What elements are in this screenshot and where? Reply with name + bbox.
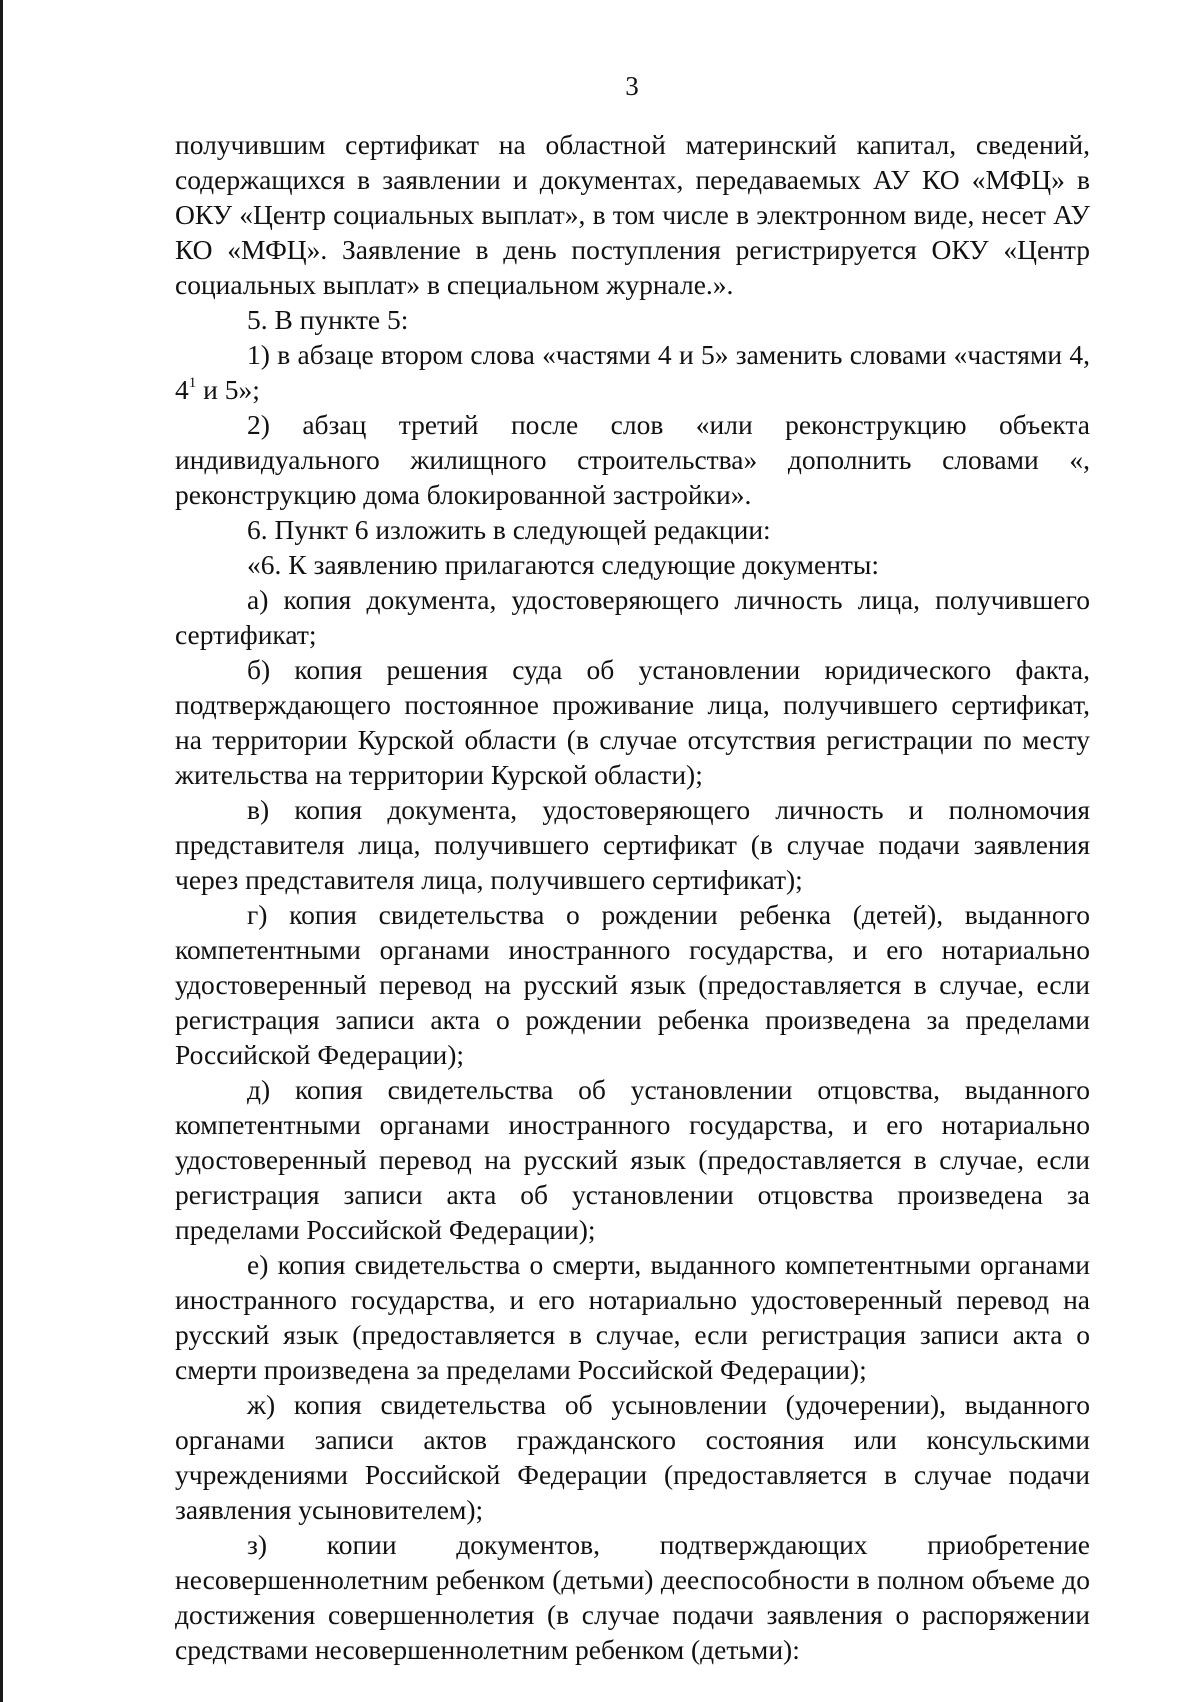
document-body (175, 127, 1090, 1667)
paragraph-list-a: а) копия документа, удостоверяющего личность лица, получившего сертификат; (175, 584, 1090, 650)
paragraph-list-v: в) копия документа, удостоверяющего личность и полномочия представителя лица, получившего сертификат (в случае подачи заявления через представителя лица, получившего сертификат); (175, 794, 1090, 895)
scan-edge-border (0, 0, 3, 1702)
paragraph-subitem-1 (175, 337, 1090, 407)
superscript-1: 1 (188, 375, 197, 391)
paragraph-subitem-2: 2) абзац третий после слов «или реконструкцию объекта индивидуального жилищного строительства» дополнить словами «, реконструкцию дома блокированной застройки». (175, 409, 1090, 510)
paragraph-list-e: е) копия свидетельства о смерти, выданного компетентными органами иностранного государства, и его нотариально удостоверенный перевод на русский язык (предоставляется в случае, если регистрация записи акта о смерти произведена за пределами Российской Федерации); (175, 1249, 1090, 1385)
paragraph-continuation: получившим сертификат на областной материнский капитал, сведений, содержащихся в заявлении и документах, передаваемых АУ КО «МФЦ» в ОКУ «Центр социальных выплат», в том числе в электронном виде, несет АУ КО «МФЦ». Заявление в день поступления регистрируется ОКУ «Центр социальных выплат» в специальном журнале.». (175, 129, 1090, 300)
subitem-1-text-end: и 5»; (196, 374, 260, 405)
paragraph-list-b: б) копия решения суда об установлении юридического факта, подтверждающего постоянное проживание лица, получившего сертификат, на территории Курской области (в случае отсутствия регистрации по месту жительства на территории Курской области); (175, 654, 1090, 790)
paragraph-item-5: 5. В пункте 5: (247, 304, 409, 335)
paragraph-quote-start: «6. К заявлению прилагаются следующие документы: (247, 549, 880, 580)
paragraph-item-6: 6. Пункт 6 изложить в следующей редакции: (247, 514, 771, 545)
subitem-1-text: 1) в абзаце втором слова «частями 4 и 5» заменить словами «частями 4, 4 (175, 339, 1090, 405)
page-number: 3 (625, 71, 639, 101)
paragraph-list-d: д) копия свидетельства об установлении отцовства, выданного компетентными органами иностранного государства, и его нотариально удостоверенный перевод на русский язык (предоставляется в случае, если регистрация записи акта об установлении отцовства произведена за пределами Российской Федерации); (175, 1074, 1090, 1245)
paragraph-list-z: з) копии документов, подтверждающих приобретение несовершеннолетним ребенком (детьми) дееспособности в полном объеме до достижения совершеннолетия (в случае подачи заявления о распоряжении средствами несовершеннолетним ребенком (детьми): (175, 1529, 1090, 1665)
paragraph-list-g: г) копия свидетельства о рождении ребенка (детей), выданного компетентными органами иностранного государства, и его нотариально удостоверенный перевод на русский язык (предоставляется в случае, если регистрация записи акта о рождении ребенка произведена за пределами Российской Федерации); (175, 899, 1090, 1070)
paragraph-list-zh: ж) копия свидетельства об усыновлении (удочерении), выданного органами записи актов гражданского состояния или консульскими учреждениями Российской Федерации (предоставляется в случае подачи заявления усыновителем); (175, 1389, 1090, 1525)
